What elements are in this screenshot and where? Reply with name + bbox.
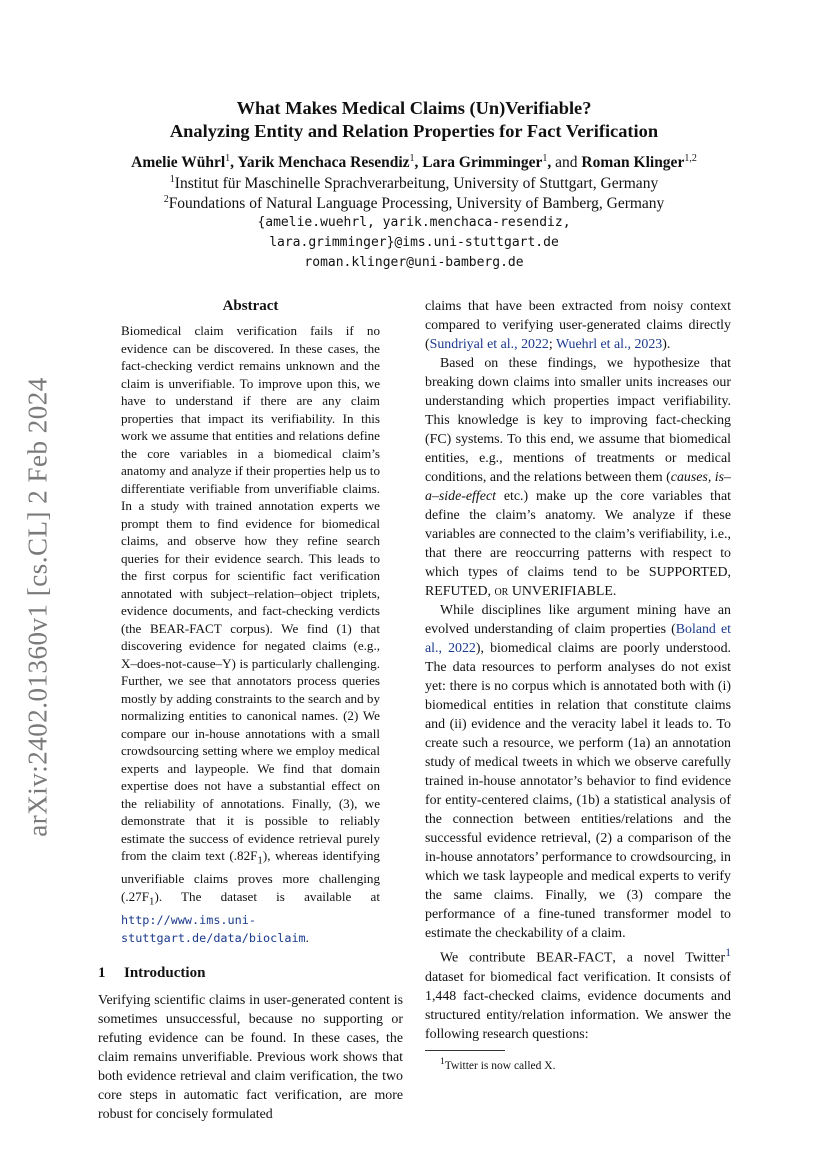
footnote <box>425 1055 731 1073</box>
footnote-text: Twitter is now called X. <box>444 1059 556 1072</box>
author-name: Amelie Wührl <box>131 154 226 172</box>
author-affil-mark: 1 <box>225 153 231 164</box>
affiliation-2 <box>80 194 748 213</box>
paper-title <box>100 97 728 143</box>
section-title: Introduction <box>124 964 206 981</box>
arxiv-sidebar <box>8 372 68 842</box>
affiliation-1 <box>80 174 748 193</box>
corpus-name: BEAR-FACT <box>536 950 613 966</box>
author-list: Amelie Wührl$^1$, Yarik Menchaca Resendiz$^1$, Lara Grimminger$^1$, and Roman Klinger$^{1,2}$ <box>131 153 697 172</box>
email-line-3: roman.klinger@uni-bamberg.de <box>304 255 524 270</box>
author-conjunction: and <box>555 154 578 172</box>
author-affil-mark: 1,2 <box>684 153 697 164</box>
footnote-mark: 1 <box>440 1055 445 1067</box>
paragraph: While disciplines like argument mining have an evolved understanding of claim properties (Boland et al., 2022), biomedical claims are poorly understood. The data resources to perform analyses do not exist yet: there is no corpus which is annotated both with (i) biomedical entities in relation that constitute claims and (ii) evidence and the veracity label it leads to. To create such a resource, we perform (1a) an annotation study of medical tweets in which we observe carefully trained in-house annotator’s behavior to find evidence for entity-centered claims, (1b) a statistical analysis of the connection between entities/relations and the successful evidence retrieval, (2) a comparison of the in-house annotators’ performance to crowdsourcing, in which we task laypeople and medical experts to verify the same claims. Finally, we (3) compare the performance of a fine-tuned transformer model to estimate the checkability of a claim. <box>425 603 731 941</box>
affiliation-mark: 1 <box>169 174 175 185</box>
title-line-2: Analyzing Entity and Relation Properties for Fact Verification <box>169 121 659 141</box>
paragraph: claims that have been extracted from noisy context compared to verifying user-generated claims directly (Sundriyal et al., 2022; Wuehrl et al., 2023). <box>425 299 731 352</box>
email-line-2: lara.grimminger}@ims.uni-stuttgart.de <box>269 235 559 250</box>
dataset-link[interactable]: http://www.ims.uni-stuttgart.de/data/bioclaim <box>121 912 306 946</box>
title-line-1: What Makes Medical Claims (Un)Verifiable? <box>236 98 592 118</box>
author-name: Yarik Menchaca Resendiz <box>237 154 410 172</box>
citation-link[interactable]: Boland et al., 2022 <box>425 622 731 656</box>
email-line-1: {amelie.wuehrl, yarik.menchaca-resendiz, <box>257 215 571 230</box>
section-number: 1 <box>98 964 106 981</box>
intro-paragraph: Verifying scientific claims in user-generated content is sometimes unsuccessful, because no supporting or refuting evidence can be found. In these cases, the claim remains unverifiable. Previous work shows that both evidence retrieval and claim verification, the two core steps in automatic fact verification, are more robust for concisely formulated <box>98 992 403 1122</box>
author-name: Roman Klinger <box>581 154 685 172</box>
author-affil-mark: 1 <box>409 153 415 164</box>
citation-link[interactable]: Wuehrl et al., 2023 <box>555 337 663 352</box>
footnote-ref[interactable]: 1 <box>725 946 731 959</box>
corpus-name: BEAR-FACT <box>149 620 222 636</box>
section-heading-introduction <box>98 964 403 983</box>
affiliation-text: Foundations of Natural Language Processing, University of Bamberg, Germany <box>168 195 665 213</box>
left-column <box>98 297 403 1124</box>
author-name: Lara Grimminger <box>422 154 543 172</box>
abstract-text: Biomedical claim verification fails if no evidence can be discovered. In these cases, the fact-checking verdict remains unknown and the claim is unverifiable. To improve upon this, we have to understand if there are any claim properties that impact its verifiability. In this work we assume that entities and relations define the core variables in a biomedical claim’s anatomy and analyze if their properties help us to differentiate verifiable from unverifiable claims. In a study with trained annotation experts we prompt them to find evidence for biomedical claims, and observe how they refine search queries for their evidence search. This leads to the first corpus for scientific fact verification annotated with subject–relation–object triplets, evidence documents, and fact-checking verdicts (the BEAR-FACT corpus). We find (1) that discovering evidence for negated claims (e.g., X–does-not-cause–Y) is particularly challenging. Further, we see that annotators process queries mostly by adding constraints to the search and by normalizing entities to canonical names. (2) We compare our in-house annotations with a small crowdsourcing setting where we employ medical experts and laypeople. We find that domain expertise does not have a substantial effect on the reliability of annotations. Finally, (3), we demonstrate that it is possible to reliably estimate the success of evidence retrieval purely from the claim text $(.82F_1)$, whereas identifying unverifiable claims proves more challenging $(.27F_1)$. The dataset is available at http://www.ims.uni-stuttgart.de/data/bioclaim. <box>121 323 380 946</box>
abstract-heading: Abstract <box>222 298 279 314</box>
affiliation-text: Institut für Maschinelle Sprachverarbeitung, University of Stuttgart, Germany <box>174 175 659 193</box>
label-list: SUPPORTED, REFUTED, or UNVERIFIABLE. <box>425 565 731 599</box>
right-column <box>425 297 731 1072</box>
citation-link[interactable]: Sundriyal et al., 2022 <box>429 337 549 352</box>
paragraph: Based on these findings, we hypothesize that breaking down claims into smaller units increases our understanding which properties impact verifiability. This knowledge is key to improving fact-checking (FC) systems. To this end, we assume that biomedical entities, e.g., mentions of treatments or medical conditions, and the relations between them (causes, is–a–side-effect etc.) make up the core variables that define the claim’s anatomy. We analyze if these variables are connected to the claim’s verifiability, i.e., that there are reoccurring patterns with respect to which types of claims tend to be SUPPORTED, REFUTED, or UNVERIFIABLE. <box>425 356 731 599</box>
paragraph: We contribute BEAR-FACT, a novel Twitter$^1$ dataset for biomedical fact verification. It consists of 1,448 fact-checked claims, evidence documents and structured entity/relation information. We answer the following research questions: <box>425 946 731 1042</box>
author-affil-mark: 1 <box>542 153 548 164</box>
arxiv-identifier: arXiv:2402.01360v1 [cs.CL] 2 Feb 2024 <box>22 377 53 837</box>
footnote-divider <box>425 1050 505 1051</box>
affiliation-mark: 2 <box>163 194 169 205</box>
